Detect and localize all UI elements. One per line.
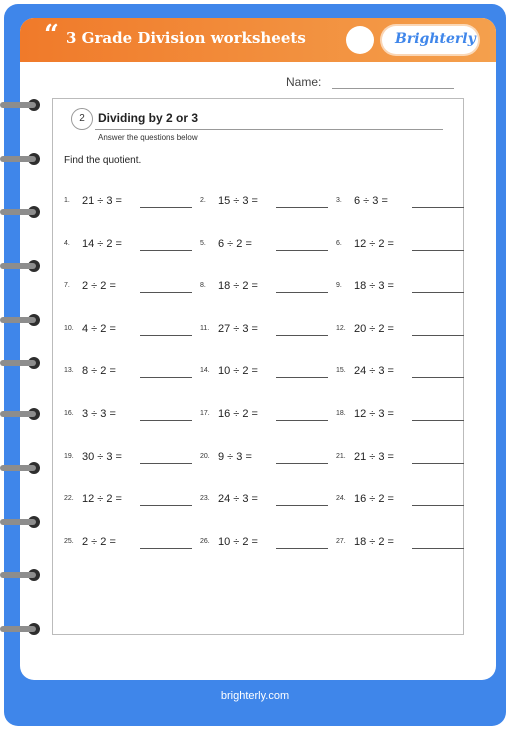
ring-wire	[0, 465, 36, 471]
answer-line[interactable]	[412, 548, 464, 549]
logo-text: Brighterly	[395, 31, 476, 47]
answer-line[interactable]	[140, 335, 192, 336]
problem-item	[336, 536, 466, 554]
problem-expression: 18 ÷ 2 =	[354, 535, 394, 548]
ring-wire	[0, 263, 36, 269]
binding-ring-icon	[0, 566, 36, 584]
problem-number: 10.	[64, 324, 74, 332]
answer-line[interactable]	[140, 207, 192, 208]
problem-expression: 4 ÷ 2 =	[82, 322, 116, 335]
problem-number: 27.	[336, 537, 346, 545]
problem-item	[336, 493, 466, 511]
problem-number: 12.	[336, 324, 346, 332]
answer-line[interactable]	[140, 463, 192, 464]
answer-line[interactable]	[412, 505, 464, 506]
answer-line[interactable]	[412, 250, 464, 251]
answer-line[interactable]	[276, 292, 328, 293]
ring-wire	[0, 317, 36, 323]
name-line	[332, 88, 454, 89]
problem-number: 6.	[336, 239, 342, 247]
problem-expression: 8 ÷ 2 =	[82, 365, 116, 378]
problem-item	[200, 323, 330, 341]
binding-ring-icon	[0, 311, 36, 329]
problem-expression: 20 ÷ 2 =	[354, 322, 394, 335]
answer-line[interactable]	[140, 292, 192, 293]
problem-number: 25.	[64, 537, 74, 545]
problem-item	[200, 408, 330, 426]
problem-item	[200, 280, 330, 298]
answer-line[interactable]	[276, 377, 328, 378]
ring-wire	[0, 411, 36, 417]
problem-number: 21.	[336, 452, 346, 460]
problem-item	[336, 195, 466, 213]
problem-expression: 9 ÷ 3 =	[218, 450, 252, 463]
problem-number: 18.	[336, 410, 346, 417]
problem-item	[200, 536, 330, 554]
problem-expression: 16 ÷ 2 =	[218, 408, 258, 420]
answer-line[interactable]	[412, 463, 464, 464]
problem-number: 23.	[200, 495, 210, 503]
problem-number: 19.	[64, 452, 74, 460]
answer-line[interactable]	[140, 377, 192, 378]
problem-expression: 18 ÷ 3 =	[354, 280, 394, 293]
problem-item	[336, 365, 466, 383]
answer-line[interactable]	[412, 207, 464, 208]
worksheet-subheading: Answer the questions below	[98, 133, 198, 142]
answer-line[interactable]	[140, 420, 192, 421]
problem-number: 9.	[336, 282, 342, 290]
binding-ring-icon	[0, 96, 36, 114]
worksheet-heading: Dividing by 2 or 3	[98, 111, 199, 125]
problem-item	[64, 323, 194, 341]
problem-number: 5.	[200, 239, 206, 247]
binding-ring-icon	[0, 459, 36, 477]
answer-line[interactable]	[276, 505, 328, 506]
problem-expression: 12 ÷ 2 =	[354, 237, 394, 250]
problem-number: 2.	[200, 197, 206, 204]
problem-expression: 12 ÷ 2 =	[82, 493, 122, 506]
answer-line[interactable]	[276, 463, 328, 464]
problem-item	[64, 238, 194, 256]
name-label: Name:	[286, 75, 322, 89]
problem-item	[64, 408, 194, 426]
problem-expression: 6 ÷ 2 =	[218, 237, 252, 250]
problem-item	[200, 195, 330, 213]
ring-wire	[0, 519, 36, 525]
problem-item	[64, 493, 194, 511]
problem-item	[200, 365, 330, 383]
instruction-text: Find the quotient.	[64, 155, 142, 166]
problem-number: 22.	[64, 495, 74, 503]
problem-expression: 18 ÷ 2 =	[218, 280, 258, 293]
problem-item	[64, 536, 194, 554]
problem-expression: 16 ÷ 2 =	[354, 493, 394, 506]
quote-icon: “	[44, 20, 59, 50]
header-title: 3 Grade Division worksheets	[66, 29, 306, 47]
binding-ring-icon	[0, 203, 36, 221]
problem-item	[336, 280, 466, 298]
problem-expression: 2 ÷ 2 =	[82, 280, 116, 293]
problem-item	[200, 238, 330, 256]
binding-ring-icon	[0, 257, 36, 275]
problem-expression: 15 ÷ 3 =	[218, 195, 258, 207]
answer-line[interactable]	[412, 377, 464, 378]
problem-number: 15.	[336, 367, 346, 375]
problem-expression: 24 ÷ 3 =	[354, 365, 394, 378]
section-number-badge: 2	[71, 108, 93, 130]
binding-ring-icon	[0, 354, 36, 372]
answer-line[interactable]	[140, 548, 192, 549]
problem-item	[64, 280, 194, 298]
answer-line[interactable]	[140, 505, 192, 506]
problem-expression: 10 ÷ 2 =	[218, 535, 258, 548]
problem-number: 26.	[200, 537, 210, 545]
problem-expression: 10 ÷ 2 =	[218, 365, 258, 378]
ring-wire	[0, 102, 36, 108]
problem-number: 24.	[336, 495, 346, 503]
problem-number: 8.	[200, 282, 206, 290]
ring-wire	[0, 156, 36, 162]
problem-item	[336, 451, 466, 469]
problem-number: 1.	[64, 197, 70, 204]
answer-line[interactable]	[412, 335, 464, 336]
problem-expression: 21 ÷ 3 =	[354, 450, 394, 463]
problem-expression: 21 ÷ 3 =	[82, 195, 122, 207]
ring-wire	[0, 360, 36, 366]
problem-number: 20.	[200, 452, 210, 460]
problem-number: 7.	[64, 282, 70, 290]
footer-site: brighterly.com	[220, 690, 290, 702]
binding-ring-icon	[0, 620, 36, 638]
worksheet-paper	[20, 18, 496, 680]
problem-number: 3.	[336, 197, 342, 204]
answer-line[interactable]	[276, 207, 328, 208]
circle-icon	[346, 26, 374, 54]
problem-item	[336, 408, 466, 426]
answer-line[interactable]	[140, 250, 192, 251]
binding-ring-icon	[0, 513, 36, 531]
answer-line[interactable]	[412, 420, 464, 421]
ring-wire	[0, 626, 36, 632]
binding-ring-icon	[0, 405, 36, 423]
problem-number: 4.	[64, 239, 70, 247]
problem-item	[336, 238, 466, 256]
ring-wire	[0, 572, 36, 578]
problem-number: 13.	[64, 367, 74, 375]
problem-item	[200, 451, 330, 469]
answer-line[interactable]	[412, 292, 464, 293]
problem-expression: 24 ÷ 3 =	[218, 493, 258, 506]
answer-line[interactable]	[276, 548, 328, 549]
problem-number: 11.	[200, 324, 210, 332]
problem-expression: 27 ÷ 3 =	[218, 322, 258, 335]
problem-item	[64, 451, 194, 469]
problem-expression: 12 ÷ 3 =	[354, 408, 394, 420]
problem-number: 17.	[200, 410, 210, 417]
problem-expression: 6 ÷ 3 =	[354, 195, 388, 207]
problem-expression: 3 ÷ 3 =	[82, 408, 116, 420]
problem-expression: 14 ÷ 2 =	[82, 237, 122, 250]
answer-line[interactable]	[276, 250, 328, 251]
problem-item	[336, 323, 466, 341]
heading-underline	[95, 129, 443, 130]
ring-wire	[0, 209, 36, 215]
binding-ring-icon	[0, 150, 36, 168]
brighterly-logo	[382, 26, 478, 54]
worksheet-box	[52, 98, 464, 635]
answer-line[interactable]	[276, 420, 328, 421]
problem-item	[200, 493, 330, 511]
header-bar	[20, 18, 496, 62]
answer-line[interactable]	[276, 335, 328, 336]
problem-number: 14.	[200, 367, 210, 375]
problem-item	[64, 195, 194, 213]
problem-number: 16.	[64, 410, 74, 417]
problem-expression: 2 ÷ 2 =	[82, 535, 116, 548]
problem-expression: 30 ÷ 3 =	[82, 450, 122, 463]
problem-item	[64, 365, 194, 383]
